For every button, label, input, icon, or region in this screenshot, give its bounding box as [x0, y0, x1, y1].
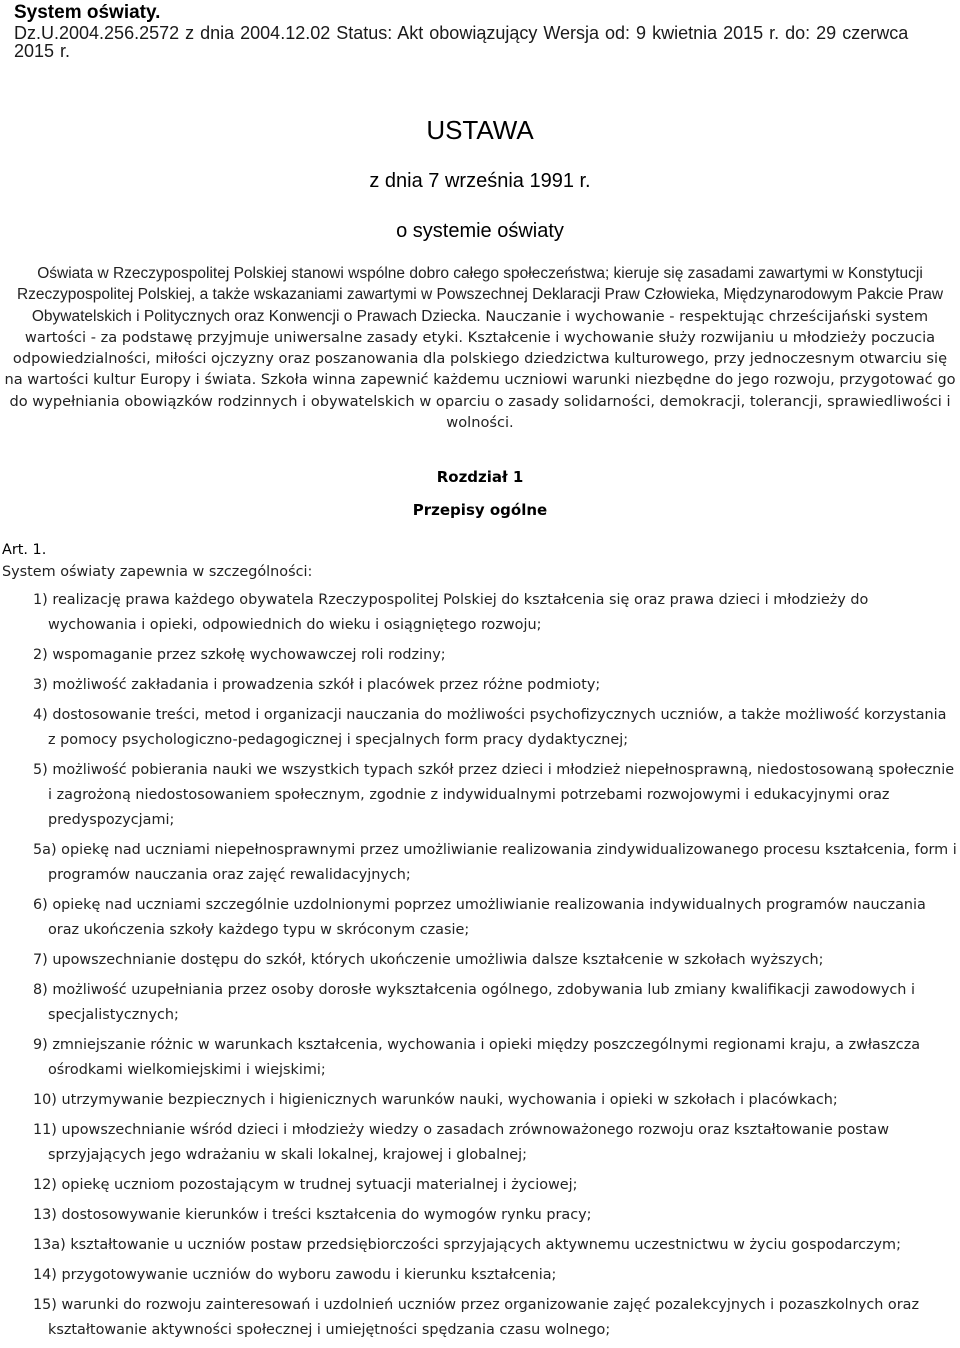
list-item: 8) możliwość uzupełniania przez osoby dorosłe wykształcenia ogólnego, zdobywania lub zmiany kwalifikacji zawodowych i specjalistycznych; [33, 982, 915, 1023]
article-label: Art. 1. [2, 542, 47, 558]
list-item: 4) dostosowanie treści, metod i organizacji nauczania do możliwości psychofizycznych uczniów, a także możliwość korzystania z pomocy psychologiczno-pedagogicznej i specjalnych form pracy dydaktycznej; [33, 707, 947, 748]
document-metadata: Dz.U.2004.256.2572 z dnia 2004.12.02 Status: Akt obowiązujący Wersja od: 9 kwietnia 2015 r. do: 29 czerwca 2015 r. [14, 23, 909, 61]
article-items-list [33, 588, 958, 1348]
act-date: z dnia 7 września 1991 r. [369, 170, 591, 192]
document-header [14, 0, 954, 60]
list-item: 13) dostosowywanie kierunków i treści kształcenia do wymogów rynku pracy; [33, 1207, 592, 1223]
preamble-rest: Nauczanie i wychowanie - respektując chrześcijański system wartości - za podstawę przyjmuje uniwersalne zasady etyki. Kształcenie i wychowanie służy rozwijaniu u młodzieży poczucia odpowiedzialności, miłości ojczyzny oraz poszanowania dla polskiego dziedzictwa kulturowego, przy jednoczesnym otwarciu się na wartości kultur Europy i świata. Szkoła winna zapewnić każdemu uczniowi warunki niezbędne do jego rozwoju, przygotować go do wypełniania obowiązków rodzinnych i obywatelskich w oparciu o zasady solidarności, demokracji, tolerancji, sprawiedliwości i wolności. [4, 307, 956, 432]
chapter-title: Przepisy ogólne [412, 501, 548, 519]
preamble [3, 263, 957, 433]
list-item: 12) opiekę uczniom pozostającym w trudnej sytuacji materialnej i życiowej; [33, 1177, 578, 1193]
list-item: 5) możliwość pobierania nauki we wszystkich typach szkół przez dzieci i młodzież niepełnosprawną, niedostosowaną społecznie i zagrożoną niedostosowaniem społecznym, zgodnie z indywidualnymi potrzebami rozwojowymi i edukacyjnymi oraz predyspozycjami; [33, 762, 955, 828]
chapter-number: Rozdział 1 [436, 468, 524, 486]
list-item: 7) upowszechnianie dostępu do szkół, których ukończenie umożliwia dalsze kształcenie w szkołach wyższych; [33, 952, 824, 968]
document-title: System oświaty. [14, 2, 161, 23]
list-item: 13a) kształtowanie u uczniów postaw przedsiębiorczości sprzyjających aktywnemu uczestnictwu w życiu gospodarczym; [33, 1237, 901, 1253]
act-subject: o systemie oświaty [396, 220, 564, 242]
list-item: 1) realizację prawa każdego obywatela Rzeczypospolitej Polskiej do kształcenia się oraz prawa dzieci i młodzieży do wychowania i opieki, odpowiednich do wieku i osiągniętego rozwoju; [33, 592, 869, 633]
list-item: 14) przygotowywanie uczniów do wyboru zawodu i kierunku kształcenia; [33, 1267, 557, 1283]
list-item: 6) opiekę nad uczniami szczególnie uzdolnionymi poprzez umożliwianie realizowania indywidualnych programów nauczania oraz ukończenia szkoły każdego typu w skróconym czasie; [33, 897, 926, 938]
act-type: USTAWA [426, 115, 534, 145]
list-item: 11) upowszechnianie wśród dzieci i młodzieży wiedzy o zasadach zrównoważonego rozwoju oraz kształtowanie postaw sprzyjających jego wdrażaniu w skali lokalnej, krajowej i globalnej; [33, 1122, 890, 1163]
list-item: 15) warunki do rozwoju zainteresowań i uzdolnień uczniów przez organizowanie zajęć pozalekcyjnych i pozaszkolnych oraz kształtowanie aktywności społecznej i umiejętności spędzania czasu wolnego; [33, 1297, 920, 1338]
list-item: 9) zmniejszanie różnic w warunkach kształcenia, wychowania i opieki między poszczególnymi regionami kraju, a zwłaszcza ośrodkami wielkomiejskimi i wiejskimi; [33, 1037, 921, 1078]
list-item: 2) wspomaganie przez szkołę wychowawczej roli rodziny; [33, 647, 446, 663]
preamble-first-sentence: Oświata w Rzeczypospolitej Polskiej stanowi wspólne dobro całego społeczeństwa; kieruje się zasadami zawartymi w Konstytucji Rzeczypospolitej Polskiej, a także wskazaniami zawartymi w Powszechnej Deklaracji Praw Człowieka, Międzynarodowym Pakcie Praw Obywatelskich i Politycznych oraz Konwencji o Prawach Dziecka. [16, 265, 944, 325]
list-item: 5a) opiekę nad uczniami niepełnosprawnymi przez umożliwianie realizowania zindywidualizowanego procesu kształcenia, form i programów nauczania oraz zajęć rewalidacyjnych; [33, 842, 957, 883]
article-intro: System oświaty zapewnia w szczególności: [2, 564, 313, 580]
list-item: 10) utrzymywanie bezpiecznych i higienicznych warunków nauki, wychowania i opieki w szkołach i placówkach; [33, 1092, 838, 1108]
list-item: 3) możliwość zakładania i prowadzenia szkół i placówek przez różne podmioty; [33, 677, 601, 693]
